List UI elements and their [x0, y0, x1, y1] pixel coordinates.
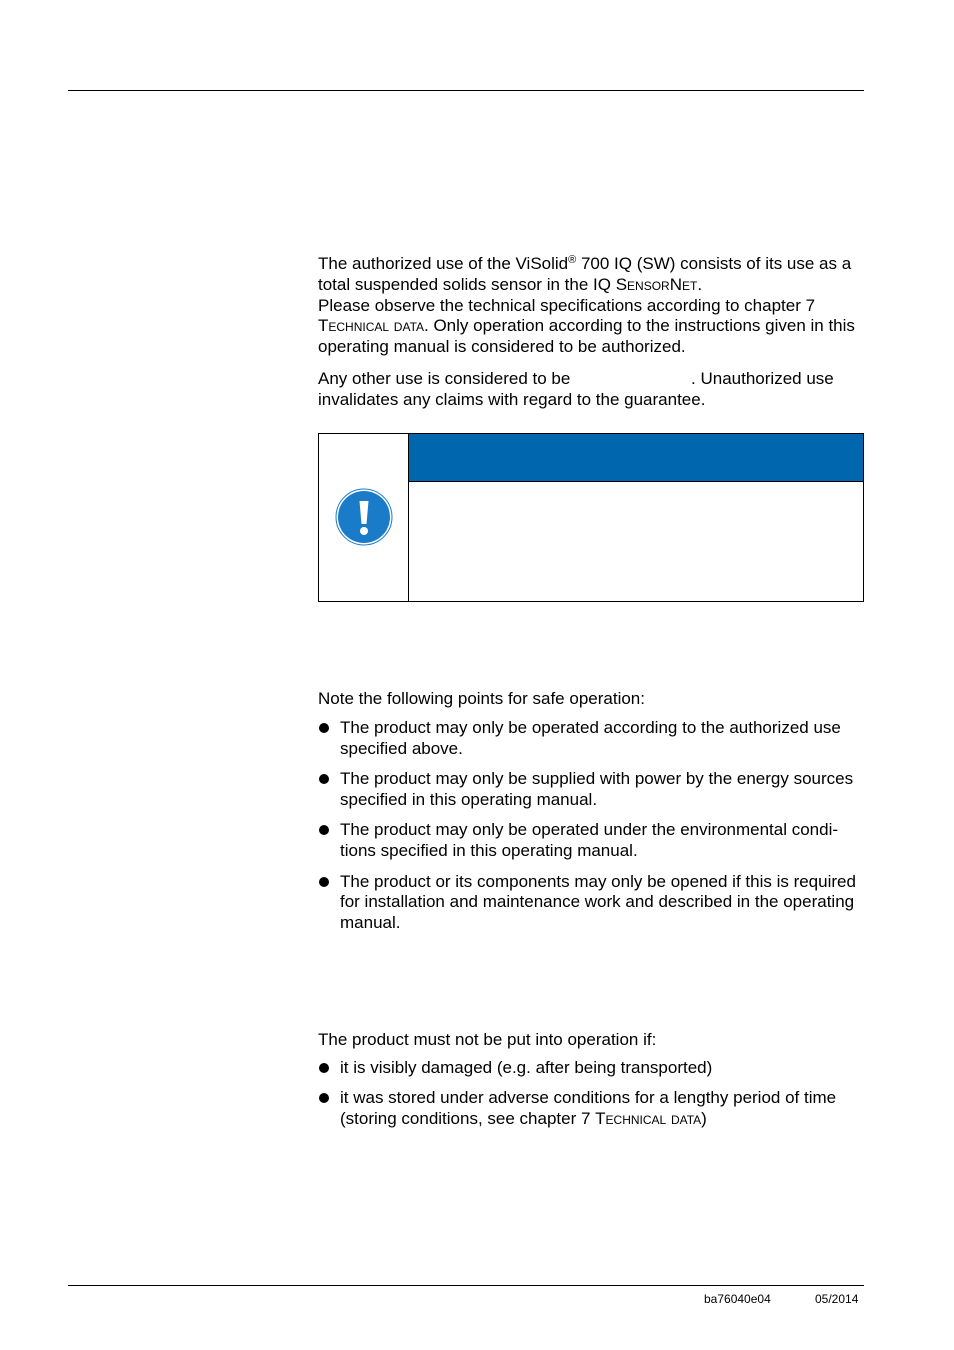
safe-operation-intro: Note the following points for safe operation: [318, 689, 645, 708]
footer-rule [68, 1285, 864, 1286]
footer-doc-code: ba76040e04 [704, 1292, 771, 1306]
unauthorized-use-paragraph: Any other use is considered to be . Unauthorized use invalidates any claims with regard to the guarantee. [318, 369, 834, 409]
unsafe-operation-list [318, 1058, 866, 1140]
footer-date: 05/2014 [815, 1292, 859, 1306]
list-item: The product may only be supplied with power by the energy sources specified in this operating manual. [318, 769, 866, 811]
notice-box [318, 433, 864, 602]
authorized-use-paragraph: The authorized use of the ViSolid® 700 IQ (SW) consists of its use as a total suspended solids sensor in the IQ SensorNet. Please observe the technical specifications according to chapter 7 Technical data. Only operation according to the instructions given in this operating manual is considered to be authorized. [318, 254, 855, 357]
unsafe-operation-intro: The product must not be put into operation if: [318, 1030, 657, 1049]
notice-header-bar [409, 434, 863, 482]
chapter-reference: Technical data [318, 316, 425, 336]
exclamation-icon [335, 488, 393, 546]
list-item: The product or its components may only be opened if this is required for installation and maintenance work and described in the operating manual. [318, 872, 866, 934]
list-item: it was stored under adverse conditions for a lengthy period of time (storing conditions, see chapter 7 Technical data) [318, 1088, 866, 1130]
registered-mark: ® [568, 254, 577, 266]
list-item: The product may only be operated according to the authorized use specified above. [318, 718, 866, 760]
list-item: The product may only be operated under the environmental condi- tions specified in this operating manual. [318, 820, 866, 862]
notice-icon-column [319, 434, 409, 601]
list-item: it is visibly damaged (e.g. after being transported) [318, 1058, 866, 1079]
safe-operation-list [318, 718, 866, 944]
header-rule [68, 90, 864, 91]
